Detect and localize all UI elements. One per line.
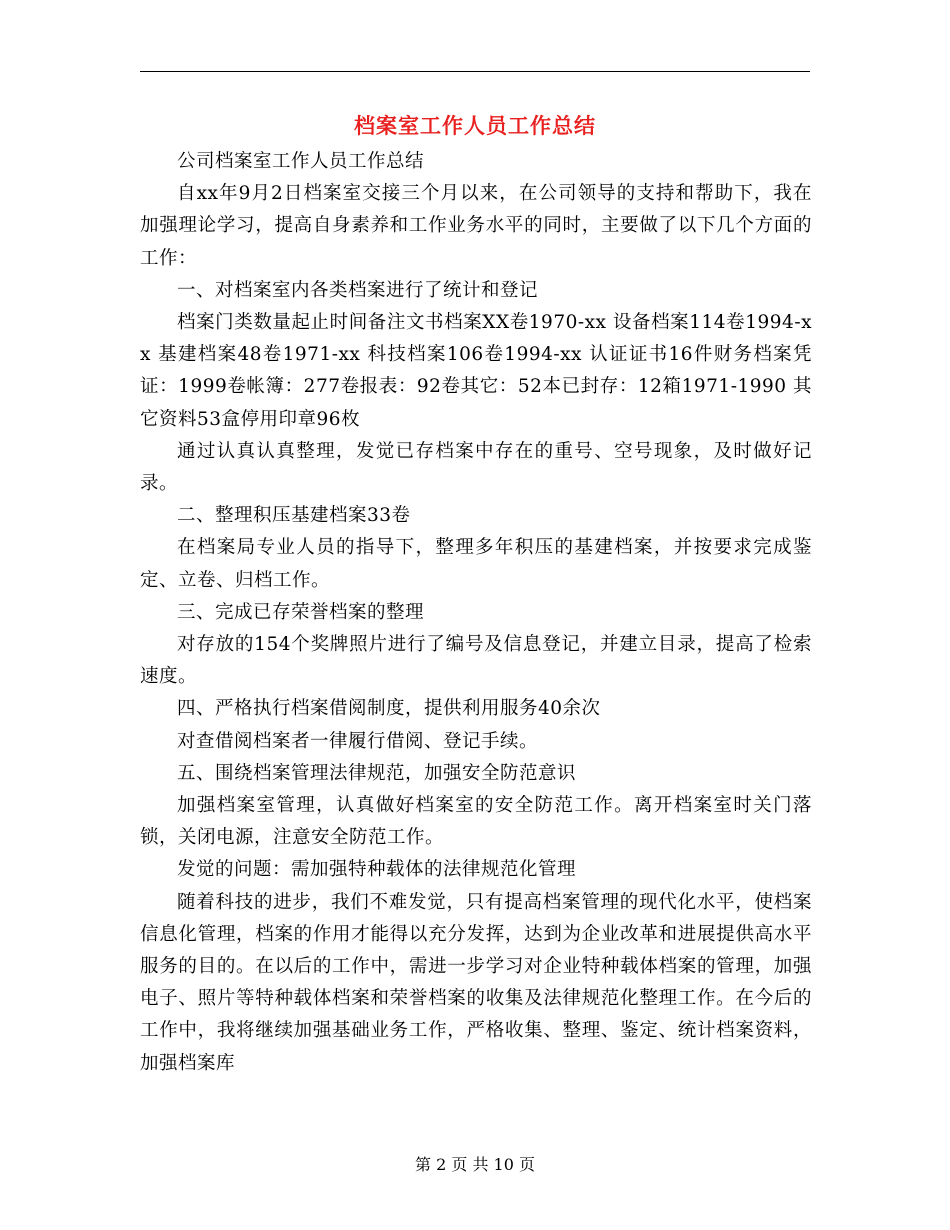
document-title: 档案室工作人员工作总结 <box>354 113 596 138</box>
section-heading-4: 四、严格执行档案借阅制度，提供利用服务40余次 <box>177 698 601 720</box>
paragraph-subtitle: 公司档案室工作人员工作总结 <box>177 151 425 172</box>
section-heading-5: 五、围绕档案管理法律规范，加强安全防范意识 <box>177 762 577 784</box>
paragraph-archive-inventory: 档案门类数量起止时间备注文书档案XX卷1970-xx 设备档案114卷1994-xx 基建档案48卷1971-xx 科技档案106卷1994-xx 认证证书16件财务档案凭证：1999卷帐簿：277卷报表：92卷其它：52本已封存：12箱1971-1990 其它资料53盒停用印章96枚 <box>140 312 812 430</box>
paragraph-honor-archives: 对存放的154个奖牌照片进行了编号及信息登记，并建立目录，提高了检索速度。 <box>140 634 812 688</box>
document-body <box>140 146 812 1080</box>
paragraph-outlook: 随着科技的进步，我们不难发觉，只有提高档案管理的现代化水平，使档案信息化管理，档案的作用才能得以充分发挥，达到为企业改革和进展提供高水平服务的目的。在以后的工作中，需进一步学习对企业特种载体档案的管理，加强电子、照片等特种载体档案和荣誉档案的收集及法律规范化整理工作。在今后的工作中，我将继续加强基础业务工作，严格收集、整理、鉴定、统计档案资料，加强档案库 <box>140 891 812 1074</box>
section-heading-1: 一、对档案室内各类档案进行了统计和登记 <box>177 279 539 301</box>
paragraph-records-check: 通过认真认真整理，发觉已存档案中存在的重号、空号现象，及时做好记录。 <box>140 440 812 495</box>
section-heading-problems: 发觉的问题：需加强特种载体的法律规范化管理 <box>177 859 577 881</box>
section-heading-3: 三、完成已存荣誉档案的整理 <box>177 601 425 623</box>
paragraph-infrastructure-archives: 在档案局专业人员的指导下，整理多年积压的基建档案，并按要求完成鉴定、立卷、归档工作。 <box>140 537 812 591</box>
paragraph-borrowing: 对查借阅档案者一律履行借阅、登记手续。 <box>177 730 539 752</box>
paragraph-security: 加强档案室管理，认真做好档案室的安全防范工作。离开档案室时关门落锁，关闭电源，注意安全防范工作。 <box>140 795 812 849</box>
paragraph-intro: 自xx年9月2日档案室交接三个月以来，在公司领导的支持和帮助下，我在加强理论学习，提高自身素养和工作业务水平的同时，主要做了以下几个方面的工作： <box>140 183 812 269</box>
section-heading-2: 二、整理积压基建档案33卷 <box>177 505 411 527</box>
header-rule <box>140 71 810 72</box>
page-number-footer: 第 2 页 共 10 页 <box>415 1155 535 1174</box>
